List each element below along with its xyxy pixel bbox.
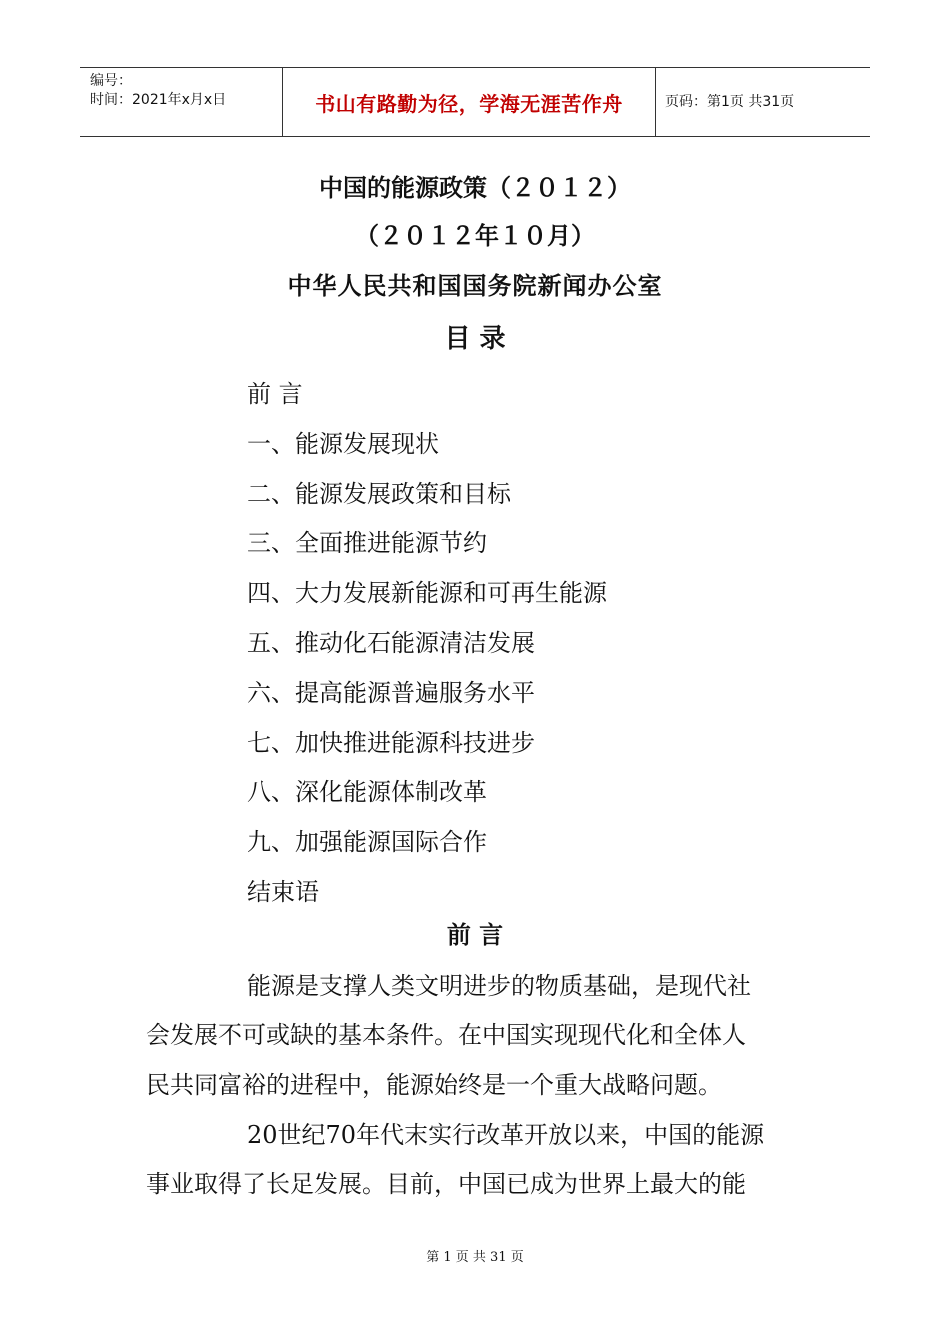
toc-item[interactable]: 三、全面推进能源节约: [247, 529, 487, 558]
preface-line: 民共同富裕的进程中，能源始终是一个重大战略问题。: [146, 1071, 722, 1099]
toc-heading: 目 录: [444, 324, 506, 354]
header-motto-cell: [282, 68, 656, 136]
toc-item[interactable]: 九、加强能源国际合作: [247, 828, 487, 857]
toc-item[interactable]: 结束语: [247, 877, 319, 906]
toc-item[interactable]: 二、能源发展政策和目标: [247, 479, 511, 508]
toc-item[interactable]: 八、深化能源体制改革: [247, 778, 487, 807]
toc-item[interactable]: 前 言: [247, 380, 303, 408]
preface-line: 事业取得了长足发展。目前，中国已成为世界上最大的能: [146, 1170, 746, 1198]
header-meta-cell: [80, 68, 282, 136]
document-title: 中国的能源政策（２０１２）: [319, 173, 631, 202]
issuing-organization: 中华人民共和国国务院新闻办公室: [287, 271, 663, 300]
number-label: 编号：: [90, 73, 132, 89]
preface-line: 能源是支撑人类文明进步的物质基础，是现代社: [247, 972, 751, 1000]
toc-item[interactable]: 五、推动化石能源清洁发展: [247, 628, 535, 657]
document-date: （２０１２年１０月）: [355, 221, 595, 250]
preface-line: 会发展不可或缺的基本条件。在中国实现现代化和全体人: [146, 1021, 746, 1049]
toc-item[interactable]: 四、大力发展新能源和可再生能源: [247, 579, 607, 608]
toc-item[interactable]: 七、加快推进能源科技进步: [247, 728, 535, 757]
document-header: [80, 67, 870, 137]
motto-text: 书山有路勤为径，学海无涯苦作舟: [315, 91, 623, 116]
page-footer: 第 1 页 共 31 页: [426, 1250, 524, 1265]
table-of-contents: [247, 370, 607, 918]
preface-heading: 前 言: [446, 920, 504, 949]
header-page-cell: [655, 68, 870, 136]
preface-line: 20世纪70年代末实行改革开放以来，中国的能源: [247, 1121, 765, 1149]
page-info: 页码：第1页 共31页: [665, 94, 795, 110]
time-label: 时间：2021年x月x日: [90, 92, 227, 108]
toc-item[interactable]: 一、能源发展现状: [247, 429, 439, 458]
toc-item[interactable]: 六、提高能源普遍服务水平: [247, 678, 535, 707]
